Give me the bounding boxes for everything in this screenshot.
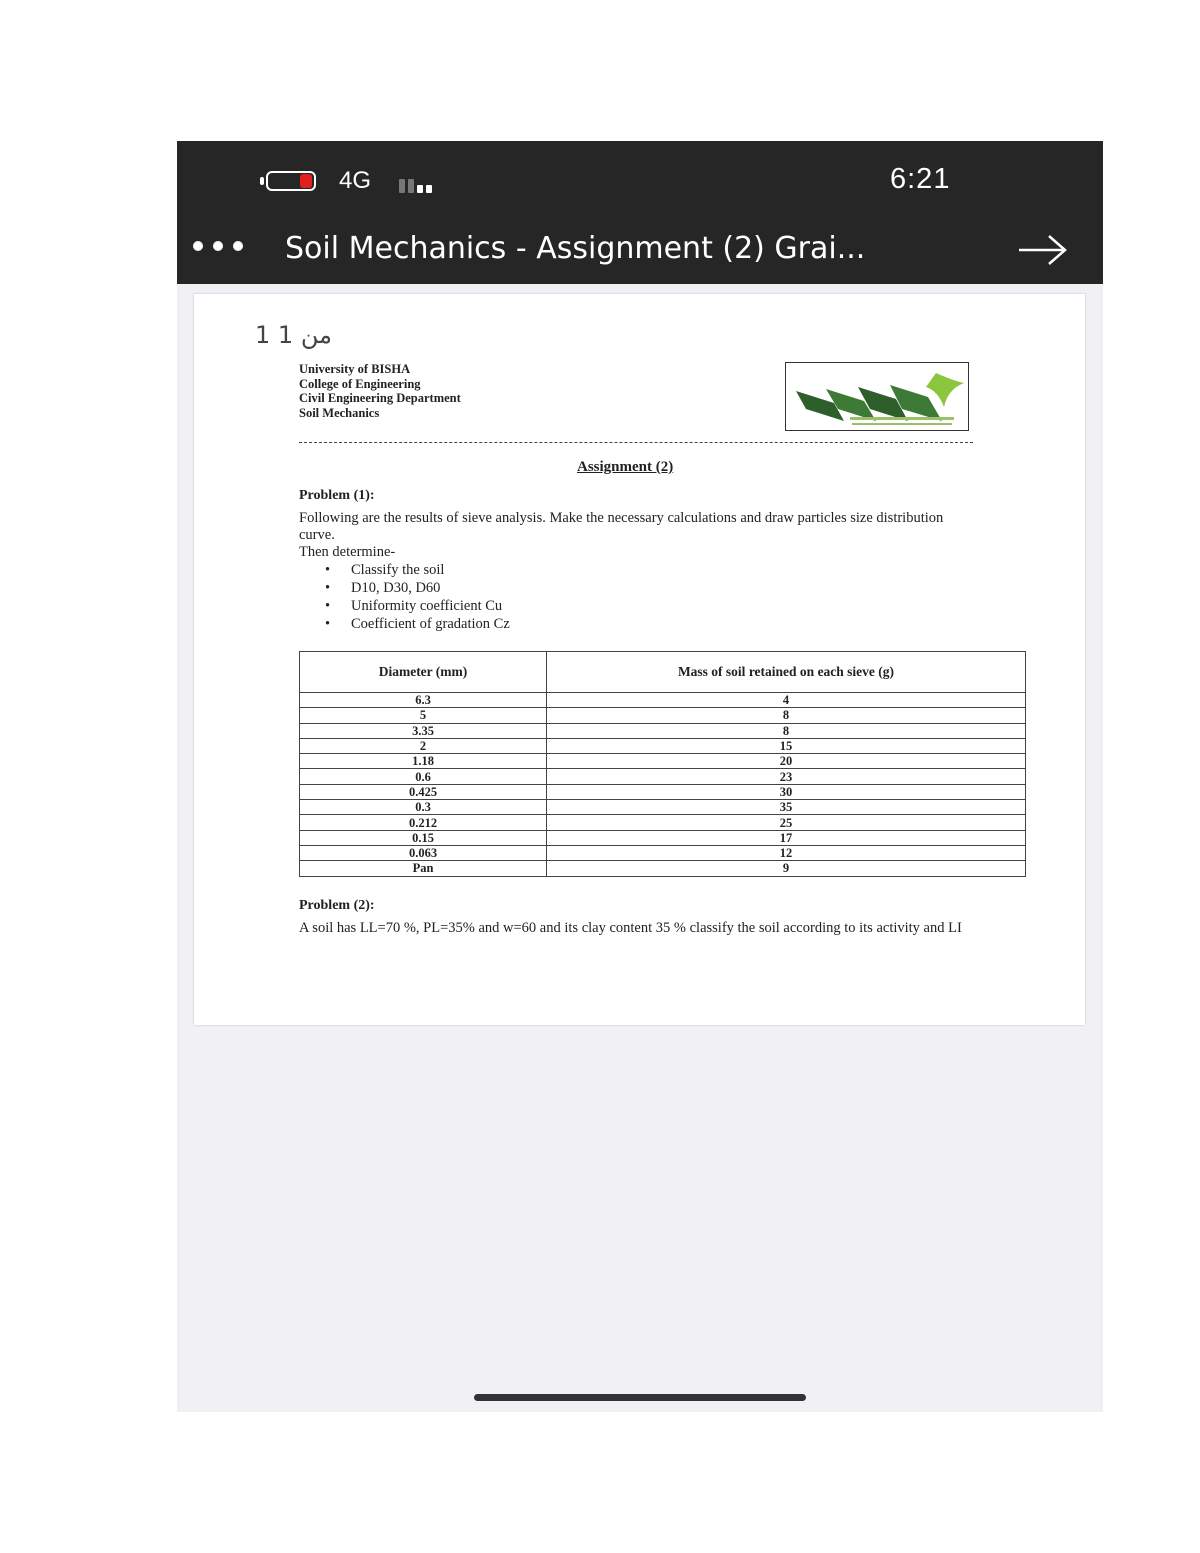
table-row (300, 784, 1026, 799)
battery-icon (260, 171, 320, 191)
institution-line: Civil Engineering Department (299, 391, 461, 405)
diameter-cell: 3.35 (300, 723, 547, 738)
mass-cell: 12 (547, 845, 1026, 860)
network-type: 4G (339, 167, 372, 194)
table-header-diameter: Diameter (mm) (300, 652, 547, 693)
bullet-item: • Coefficient of gradation Cz (325, 615, 510, 633)
separator-line (299, 442, 973, 443)
diameter-cell: Pan (300, 861, 547, 876)
table-row (300, 693, 1026, 708)
table-row (300, 845, 1026, 860)
sieve-table (299, 651, 1026, 877)
page-indicator: 1 من 1 (255, 321, 332, 349)
problem2-text: A soil has LL=70 %, PL=35% and w=60 and its clay content 35 % classify the soil according to its activity and LI (299, 920, 962, 936)
table-row (300, 708, 1026, 723)
mass-cell: 8 (547, 723, 1026, 738)
mass-cell: 20 (547, 754, 1026, 769)
more-options-icon[interactable] (193, 237, 249, 257)
table-header-mass: Mass of soil retained on each sieve (g) (547, 652, 1026, 693)
table-row (300, 738, 1026, 753)
mass-cell: 23 (547, 769, 1026, 784)
diameter-cell: 1.18 (300, 754, 547, 769)
institution-line: College of Engineering (299, 376, 421, 391)
problem1-text (299, 510, 979, 561)
diameter-cell: 0.15 (300, 830, 547, 845)
table-row (300, 861, 1026, 876)
university-logo (785, 362, 969, 431)
table-row (300, 830, 1026, 845)
diameter-cell: 0.212 (300, 815, 547, 830)
phone-screen (177, 141, 1103, 1412)
bullet-item: • Classify the soil (325, 561, 510, 579)
table-row (300, 769, 1026, 784)
diameter-cell: 6.3 (300, 693, 547, 708)
mass-cell: 17 (547, 830, 1026, 845)
problem2-title: Problem (2): (299, 898, 375, 913)
mass-cell: 9 (547, 861, 1026, 876)
status-time: 6:21 (890, 163, 951, 195)
diameter-cell: 5 (300, 708, 547, 723)
mass-cell: 25 (547, 815, 1026, 830)
institution-line: University of BISHA (299, 362, 411, 376)
signal-strength-icon (399, 171, 449, 193)
diameter-cell: 0.425 (300, 784, 547, 799)
diameter-cell: 0.3 (300, 800, 547, 815)
problem1-bullets (325, 561, 510, 633)
institution-line: Soil Mechanics (299, 405, 380, 420)
bullet-item: • D10, D30, D60 (325, 579, 510, 597)
diameter-cell: 0.063 (300, 845, 547, 860)
table-row (300, 800, 1026, 815)
top-bar (177, 141, 1103, 284)
problem1-title: Problem (1): (299, 488, 375, 503)
mass-cell: 35 (547, 800, 1026, 815)
table-row (300, 754, 1026, 769)
problem1-description: Following are the results of sieve analysis. Make the necessary calculations and draw particles size distribution curve. (299, 510, 944, 543)
assignment-title: Assignment (2) (577, 459, 674, 475)
forward-arrow-icon[interactable] (1015, 233, 1071, 267)
diameter-cell: 2 (300, 738, 547, 753)
diameter-cell: 0.6 (300, 769, 547, 784)
home-indicator[interactable] (474, 1394, 806, 1401)
mass-cell: 15 (547, 738, 1026, 753)
document-title: Soil Mechanics - Assignment (2) Grai... (285, 231, 866, 266)
institution-block (299, 362, 461, 420)
mass-cell: 4 (547, 693, 1026, 708)
mass-cell: 8 (547, 708, 1026, 723)
table-row (300, 723, 1026, 738)
problem1-then: Then determine- (299, 544, 396, 560)
table-row (300, 815, 1026, 830)
bullet-item: • Uniformity coefficient Cu (325, 597, 510, 615)
mass-cell: 30 (547, 784, 1026, 799)
